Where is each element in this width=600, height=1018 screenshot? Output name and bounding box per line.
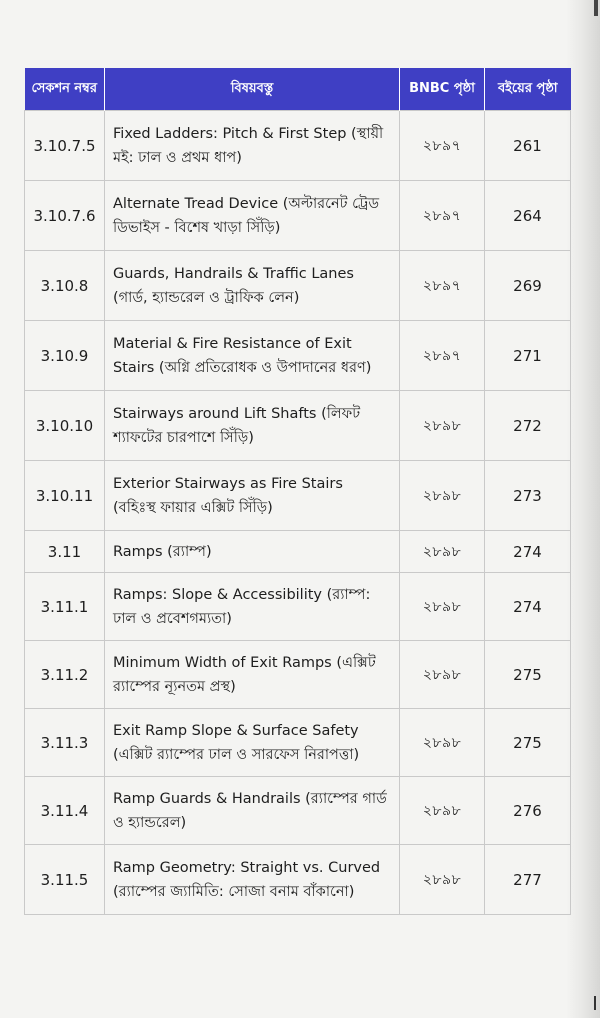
table-row xyxy=(25,461,571,531)
section-number: 3.10.8 xyxy=(25,251,105,321)
topic-text: Material & Fire Resistance of Exit Stairs (অগ্নি প্রতিরোধক ও উপাদানের ধরণ) xyxy=(105,321,400,391)
page-edge-shadow xyxy=(566,0,600,1018)
bnbc-page: ২৮৯৭ xyxy=(400,251,485,321)
header-section-number: সেকশন নম্বর xyxy=(25,68,105,111)
bnbc-page: ২৮৯৮ xyxy=(400,777,485,845)
bnbc-page: ২৮৯৭ xyxy=(400,321,485,391)
contents-table xyxy=(24,68,571,915)
table-row xyxy=(25,531,571,573)
section-number: 3.11.3 xyxy=(25,709,105,777)
topic-text: Ramp Guards & Handrails (র‍্যাম্পের গার্ড ও হ্যান্ডরেল) xyxy=(105,777,400,845)
section-number: 3.11.5 xyxy=(25,845,105,915)
table-row xyxy=(25,573,571,641)
bnbc-page: ২৮৯৮ xyxy=(400,391,485,461)
book-page: 261 xyxy=(485,111,571,181)
header-book-page: বইয়ের পৃষ্ঠা xyxy=(485,68,571,111)
table-row xyxy=(25,251,571,321)
book-page: 276 xyxy=(485,777,571,845)
bnbc-page: ২৮৯৮ xyxy=(400,845,485,915)
book-page: 275 xyxy=(485,641,571,709)
book-page: 274 xyxy=(485,573,571,641)
section-number: 3.10.7.6 xyxy=(25,181,105,251)
topic-text: Ramps (র‍্যাম্প) xyxy=(105,531,400,573)
bnbc-page: ২৮৯৮ xyxy=(400,709,485,777)
header-topic: বিষয়বস্তু xyxy=(105,68,400,111)
book-page: 274 xyxy=(485,531,571,573)
section-number: 3.10.7.5 xyxy=(25,111,105,181)
section-number: 3.11.2 xyxy=(25,641,105,709)
section-number: 3.10.9 xyxy=(25,321,105,391)
table-row xyxy=(25,391,571,461)
bnbc-page: ২৮৯৮ xyxy=(400,461,485,531)
header-bnbc-page: BNBC পৃষ্ঠা xyxy=(400,68,485,111)
section-number: 3.11.4 xyxy=(25,777,105,845)
section-number: 3.11.1 xyxy=(25,573,105,641)
table-row xyxy=(25,111,571,181)
section-number: 3.10.10 xyxy=(25,391,105,461)
bnbc-page: ২৮৯৮ xyxy=(400,531,485,573)
topic-text: Alternate Tread Device (অল্টারনেট ট্রেড ডিভাইস - বিশেষ খাড়া সিঁড়ি) xyxy=(105,181,400,251)
book-page: 264 xyxy=(485,181,571,251)
bnbc-page: ২৮৯৮ xyxy=(400,641,485,709)
topic-text: Exterior Stairways as Fire Stairs (বহিঃস্থ ফায়ার এক্সিট সিঁড়ি) xyxy=(105,461,400,531)
section-number: 3.11 xyxy=(25,531,105,573)
book-page: 275 xyxy=(485,709,571,777)
table-row xyxy=(25,709,571,777)
bnbc-page: ২৮৯৭ xyxy=(400,181,485,251)
table-row xyxy=(25,845,571,915)
book-page: 273 xyxy=(485,461,571,531)
binding-mark xyxy=(594,0,598,16)
book-page: 272 xyxy=(485,391,571,461)
binding-mark xyxy=(594,996,596,1010)
topic-text: Ramp Geometry: Straight vs. Curved (র‍্যাম্পের জ্যামিতি: সোজা বনাম বাঁকানো) xyxy=(105,845,400,915)
topic-text: Minimum Width of Exit Ramps (এক্সিট র‍্যাম্পের ন্যূনতম প্রস্থ) xyxy=(105,641,400,709)
table-row xyxy=(25,777,571,845)
table-row xyxy=(25,181,571,251)
table-row xyxy=(25,321,571,391)
table-row xyxy=(25,641,571,709)
table-header-row xyxy=(25,68,571,111)
topic-text: Fixed Ladders: Pitch & First Step (স্থায়ী মই: ঢাল ও প্রথম ধাপ) xyxy=(105,111,400,181)
topic-text: Stairways around Lift Shafts (লিফট শ্যাফটের চারপাশে সিঁড়ি) xyxy=(105,391,400,461)
bnbc-page: ২৮৯৭ xyxy=(400,111,485,181)
topic-text: Guards, Handrails & Traffic Lanes (গার্ড, হ্যান্ডরেল ও ট্রাফিক লেন) xyxy=(105,251,400,321)
book-page: 271 xyxy=(485,321,571,391)
section-number: 3.10.11 xyxy=(25,461,105,531)
book-page: 269 xyxy=(485,251,571,321)
bnbc-page: ২৮৯৮ xyxy=(400,573,485,641)
book-page: 277 xyxy=(485,845,571,915)
topic-text: Ramps: Slope & Accessibility (র‍্যাম্প: ঢাল ও প্রবেশগম্যতা) xyxy=(105,573,400,641)
topic-text: Exit Ramp Slope & Surface Safety (এক্সিট র‍্যাম্পের ঢাল ও সারফেস নিরাপত্তা) xyxy=(105,709,400,777)
